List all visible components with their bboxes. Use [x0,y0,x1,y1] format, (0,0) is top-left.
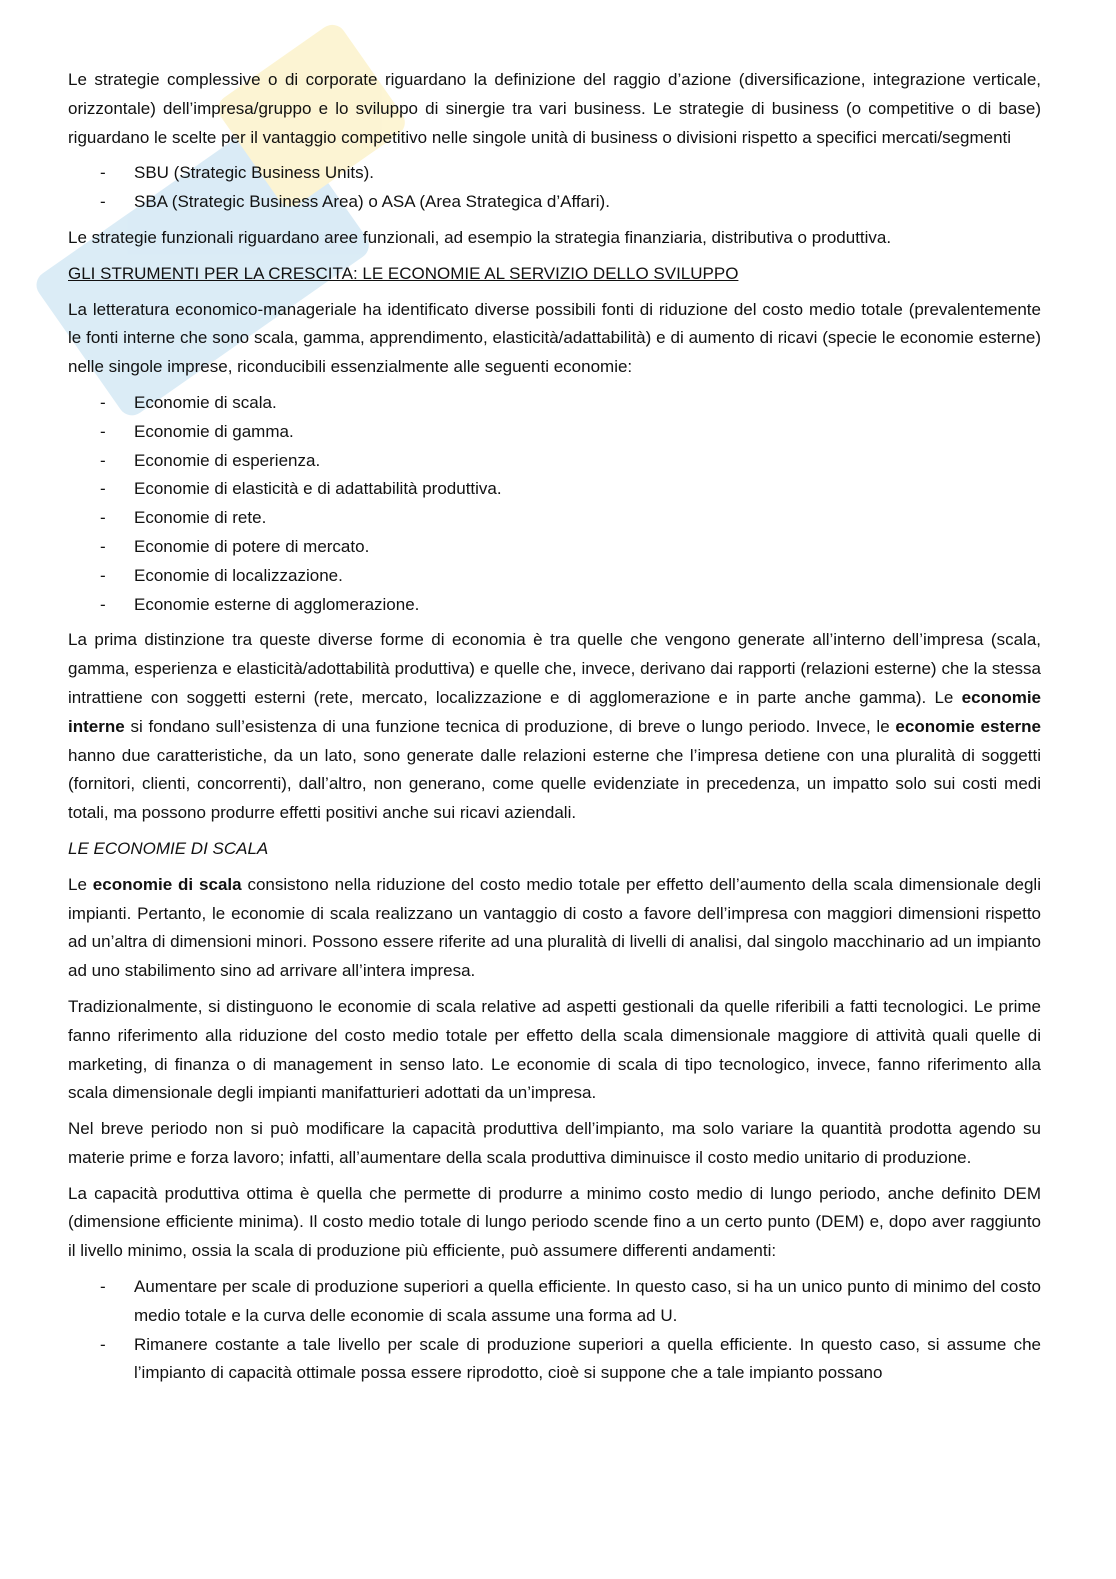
list-item: - Economie di gamma. [100,421,294,441]
paragraph-scale-definition: Le economie di scala consistono nella riduzione del costo medio totale per effetto dell’aumento della scala dimensionale degli impianti. Pertanto, le economie di scala realizzano un vantaggio di costo a favore dell’impresa con maggiori dimensioni rispetto ad un’altra di dimensioni minori. Possono essere riferite ad una pluralità di livelli di analisi, dal singolo macchinario ad un impianto ad uno stabilimento sino ad arrivare all’intera impresa. [68,874,1041,981]
document-page [68,66,1041,1395]
paragraph-literature: La letteratura economico-manageriale ha identificato diverse possibili fonti di riduzione del costo medio totale (prevalentemente le fonti interne che sono scala, gamma, apprendimento, elasticità/adattabilità) e di aumento di ricavi (specie le economie esterne) nelle singole imprese, riconducibili essenzialmente alle seguenti economie: [68,299,1041,377]
paragraph-corporate-strategies: Le strategie complessive o di corporate riguardano la definizione del raggio d’azione (diversificazione, integrazione verticale, orizzontale) dell’impresa/gruppo e lo sviluppo di sinergie tra vari business. Le strategie di business (o competitive o di base) riguardano le scelte per il vantaggio competitivo nelle singole unità di business o divisioni rispetto a specifici mercati/segmenti [68,70,1041,147]
paragraph-internal-external: La prima distinzione tra queste diverse forme di economia è tra quelle che vengono generate all’interno dell’impresa (scala, gamma, esperienza e elasticità/adottabilità produttiva) e quelle che, invece, derivano dai rapporti (relazioni esterne) che la stessa intrattiene con soggetti esterni (rete, mercato, localizzazione e di agglomerazione e in parte anche gamma). Le economie interne si fondano sull’esistenza di una funzione tecnica di produzione, di breve o lungo periodo. Invece, le economie esterne hanno due caratteristiche, da un lato, sono generate dalle relazioni esterne che l’impresa detiene con una pluralità di soggetti (fornitori, clienti, concorrenti), dall’altro, non generano, come quelle evidenziate in precedenza, un impatto solo sui costi medi totali, ma possono produrre effetti positivi anche sui ricavi aziendali. [68,630,1041,823]
list-item: - SBU (Strategic Business Units). [100,163,374,183]
list-item: - Rimanere costante a tale livello per scale di produzione superiori a quella efficiente. In questo caso, si assume che l’impianto di capacità ottimale possa essere riprodotto, cioè si suppone che a tale impianto possano [100,1334,1041,1383]
list-economies [68,389,1041,619]
list-item: - Economie di elasticità e di adattabilità produttiva. [100,479,502,499]
list-item: - Aumentare per scale di produzione superiori a quella efficiente. In questo caso, si ha un unico punto di minimo del costo medio totale e la curva delle economie di scala assume una forma ad U. [100,1277,1041,1325]
list-cost-trends [68,1273,1041,1388]
paragraph-optimal-capacity: La capacità produttiva ottima è quella che permette di produrre a minimo costo medio di lungo periodo, anche definito DEM (dimensione efficiente minima). Il costo medio totale di lungo periodo scende fino a un certo punto (DEM) e, dopo aver raggiunto il livello minimo, ossia la scala di produzione più efficiente, può assumere differenti andamenti: [68,1183,1041,1261]
section-heading-economies-of-scale: LE ECONOMIE DI SCALA [68,838,269,858]
paragraph-traditional: Tradizionalmente, si distinguono le economie di scala relative ad aspetti gestionali da quelle riferibili a fatti tecnologici. Le prime fanno riferimento alla riduzione del costo medio totale per effetto della scala dimensionale maggiore di attività quali quelle di marketing, di finanza o di management in senso lato. Le economie di scala di tipo tecnologico, invece, fanno riferimento alla scala dimensionale degli impianti manifatturieri adottati da un’impresa. [68,996,1041,1103]
section-heading-growth-tools: GLI STRUMENTI PER LA CRESCITA: LE ECONOMIE AL SERVIZIO DELLO SVILUPPO [68,263,739,283]
paragraph-functional-strategies: Le strategie funzionali riguardano aree funzionali, ad esempio la strategia finanziaria, distributiva o produttiva. [68,227,892,247]
list-item: - Economie di rete. [100,508,267,528]
paragraph-short-period: Nel breve periodo non si può modificare la capacità produttiva dell’impianto, ma solo variare la quantità prodotta agendo su materie prime e forza lavoro; infatti, all’aumentare della scala produttiva diminuisce il costo medio unitario di produzione. [68,1119,1041,1167]
list-item: - Economie di scala. [100,392,277,412]
list-item: - Economie di esperienza. [100,450,321,470]
list-item: - SBA (Strategic Business Area) o ASA (Area Strategica d’Affari). [100,192,610,212]
list-item: - Economie esterne di agglomerazione. [100,594,420,614]
list-business-units [68,159,1041,217]
list-item: - Economie di localizzazione. [100,565,343,585]
list-item: - Economie di potere di mercato. [100,536,370,556]
